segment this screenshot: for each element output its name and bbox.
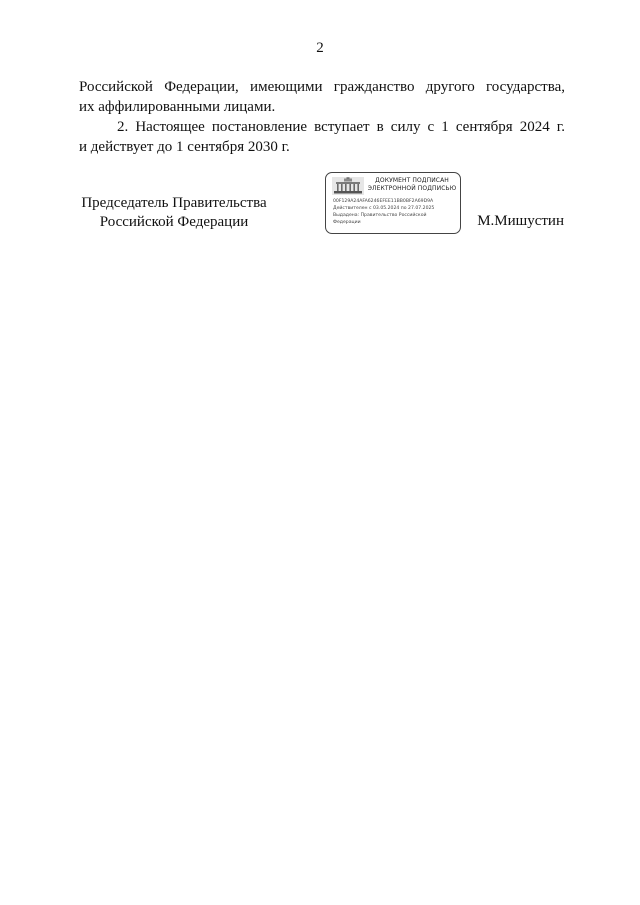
stamp-title-line-2: ЭЛЕКТРОННОЙ ПОДПИСЬЮ: [367, 185, 457, 192]
stamp-certificate: 00F129A24AFA6246EFEE11BB0BF2A69D9A: [333, 199, 434, 204]
paragraph-2-line-1: 2. Настоящее постановление вступает в силу с 1 сентября 2024 г.: [117, 119, 565, 135]
paragraph-2: [79, 117, 565, 157]
electronic-signature-stamp: [325, 172, 461, 234]
stamp-validity: Действителен с 03.05.2024 по 27.07.2025: [333, 206, 435, 211]
signatory-name: М.Мишустин: [477, 213, 564, 229]
stamp-title: [366, 177, 458, 193]
page-number: 2: [316, 40, 324, 56]
signatory-position-line-2: Российской Федерации: [99, 214, 249, 230]
stamp-issued-to-line-1: Выдадена: Правительство Российской: [333, 213, 427, 218]
paragraph-2-line-2: и действует до 1 сентября 2030 г.: [79, 139, 290, 155]
stamp-issued-to-line-2: Федерации: [333, 220, 361, 225]
signatory-position: [76, 194, 272, 232]
paragraph-1: [79, 77, 565, 117]
paragraph-1-line-1: Российской Федерации, имеющими гражданство другого государства,: [79, 79, 565, 95]
government-building-icon: [332, 177, 364, 195]
signatory-position-line-1: Председатель Правительства: [81, 195, 267, 211]
stamp-details: [333, 198, 457, 226]
stamp-title-line-1: ДОКУМЕНТ ПОДПИСАН: [375, 177, 449, 184]
paragraph-1-line-2: их аффилированными лицами.: [79, 99, 276, 115]
